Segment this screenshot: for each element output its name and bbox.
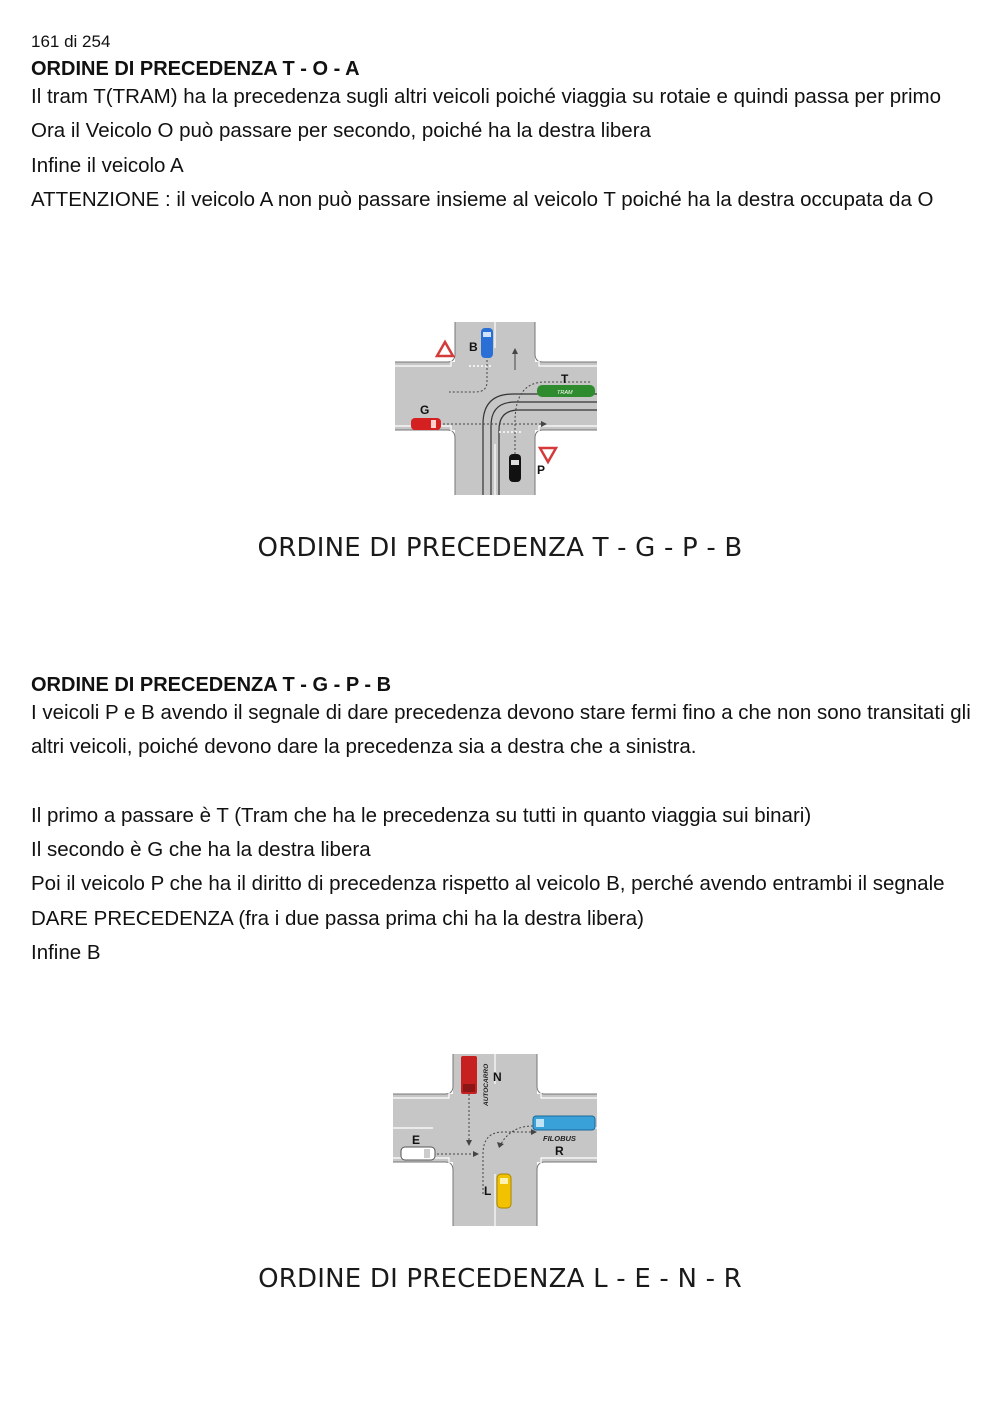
diagram1-caption: ORDINE DI PRECEDENZA T - G - P - B (257, 533, 743, 563)
section1-line: Infine il veicolo A (31, 153, 184, 177)
intersection-diagram-2 (393, 1054, 597, 1226)
section2-line: Poi il veicolo P che ha il diritto di precedenza rispetto al veicolo B, perché avendo entrambi il segnale DARE PRECEDENZA (fra i due passa prima chi ha la destra libera) (31, 872, 945, 930)
section1-text (31, 80, 981, 217)
page-number: 161 di 254 (31, 32, 111, 51)
section1-line: Il tram T(TRAM) ha la precedenza sugli altri veicoli poiché viaggia su rotaie e quindi passa per primo (31, 85, 942, 108)
diagram2-caption: ORDINE DI PRECEDENZA L - E - N - R (258, 1264, 742, 1294)
section2-line: Il primo a passare è T (Tram che ha le precedenza su tutti in quanto viaggia sui binari) (31, 803, 812, 827)
section1-line: Ora il Veicolo O può passare per secondo, poiché ha la destra libera (31, 119, 651, 143)
intersection-diagram-1 (395, 322, 597, 495)
section1-line: ATTENZIONE : il veicolo A non può passare insieme al veicolo T poiché ha la destra occupata da O (31, 187, 934, 211)
car-g-icon (411, 418, 441, 430)
yield-sign-bottom-icon (540, 448, 556, 462)
car-p-icon (509, 454, 521, 482)
section1-heading: ORDINE DI PRECEDENZA T - O - A (31, 58, 360, 80)
tram-label: TRAM (557, 390, 573, 396)
label-t: T (561, 372, 569, 386)
label-e: E (412, 1133, 421, 1147)
label-g: G (420, 403, 430, 417)
label-p: P (537, 463, 546, 477)
label-autocarro: AUTOCARRO (483, 1063, 490, 1106)
section2-line: Infine B (31, 941, 101, 965)
label-filobus: FILOBUS (543, 1134, 576, 1143)
section2-paragraph: I veicoli P e B avendo il segnale di dare precedenza devono stare fermi fino a che non sono transitati gli altri veicoli, poiché devono dare la precedenza sia a destra che a sinistra. (31, 701, 971, 759)
label-n: N (493, 1070, 502, 1084)
label-r: R (555, 1144, 564, 1158)
label-l: L (484, 1184, 492, 1198)
section2-text (31, 696, 981, 970)
section2-line: Il secondo è G che ha la destra libera (31, 838, 371, 862)
section2-heading: ORDINE DI PRECEDENZA T - G - P - B (31, 674, 392, 696)
label-b: B (469, 340, 478, 354)
